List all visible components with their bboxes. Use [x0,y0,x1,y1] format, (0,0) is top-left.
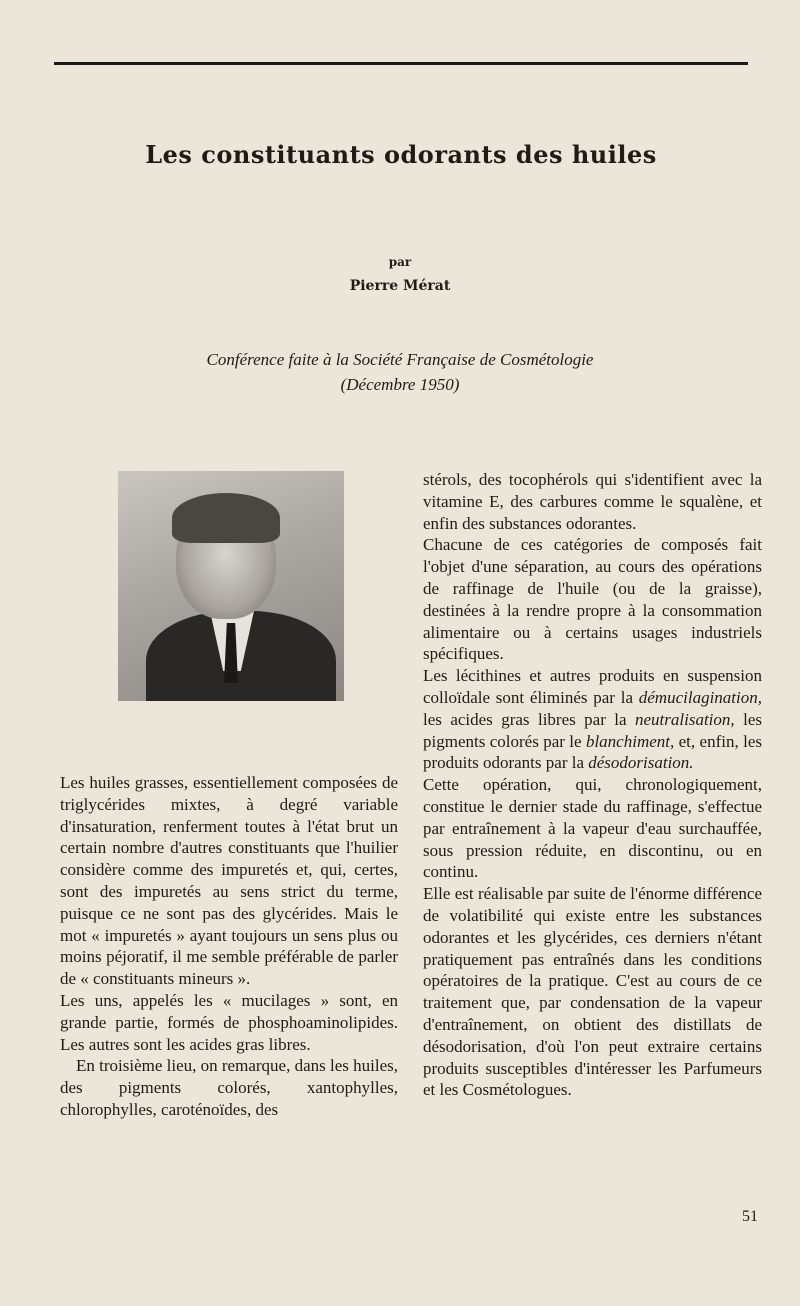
byline-par: par [388,255,412,269]
author-name: Pierre Mérat [349,278,451,294]
conference-date: (Décembre 1950) [340,375,460,394]
article-title: Les constituants odorants des huiles [145,140,657,169]
conference-line: Conférence faite à la Société Française de Cosmétologie [206,350,594,369]
paragraph: Les lécithines et autres produits en suspension colloïdale sont éliminés par la démucilagination, les acides gras libres par la neutralisation, les pigments colorés par le blanchiment, et, enfin, les produits odorants par la désodorisation. [423,666,762,773]
page-number: 51 [742,1208,758,1225]
paragraph: Cette opération, qui, chronologiquement, constitue le dernier stade du raffinage, s'effectue par entraînement à la vapeur d'eau surchauffée, sous pression réduite, en discontinu, ou en continu. [423,775,762,882]
paragraph: En troisième lieu, on remarque, dans les huiles, des pigments colorés, xantophylles, chlorophylles, caroténoïdes, des [60,1056,398,1119]
paragraph: Chacune de ces catégories de composés fait l'objet d'une séparation, au cours des opérations de raffinage de l'huile (ou de la graisse), destinées à la rendre propre à la consommation alimentaire ou à certains usages industriels spécifiques. [423,535,762,664]
paragraph: Les huiles grasses, essentiellement composées de triglycérides mixtes, à degré variable d'insaturation, renferment toutes à l'état brut un certain nombre d'autres constituants que l'huilier considère comme des impuretés et, qui, certes, sont des impuretés au sens strict du terme, puisque ce ne sont pas des glycérides. Mais le mot « impuretés » ayant toujours un sens plus ou moins péjoratif, il me semble préférable de parler de « constituants mineurs ». [60,773,398,989]
paragraph: Elle est réalisable par suite de l'énorme différence de volatibilité qui existe entre les substances odorantes et les glycérides, ces derniers n'étant pratiquement pas entraînés dans les conditions opératoires de la pratique. C'est au cours de ce traitement que, par condensation de la vapeur d'entraînement, on obtient des distillats de désodorisation, d'où l'on peut extraire certains produits susceptibles d'intéresser les Parfumeurs et les Cosmétologues. [423,884,762,1100]
top-rule [54,62,748,65]
paragraph: stérols, des tocophérols qui s'identifient avec la vitamine E, des carbures comme le squalène, et enfin des substances odorantes. [423,470,762,533]
left-column [60,772,398,1121]
author-portrait [118,471,344,701]
paragraph: Les uns, appelés les « mucilages » sont, en grande partie, formés de phosphoaminolipides. Les autres sont les acides gras libres. [60,990,398,1054]
right-column [423,469,762,1101]
